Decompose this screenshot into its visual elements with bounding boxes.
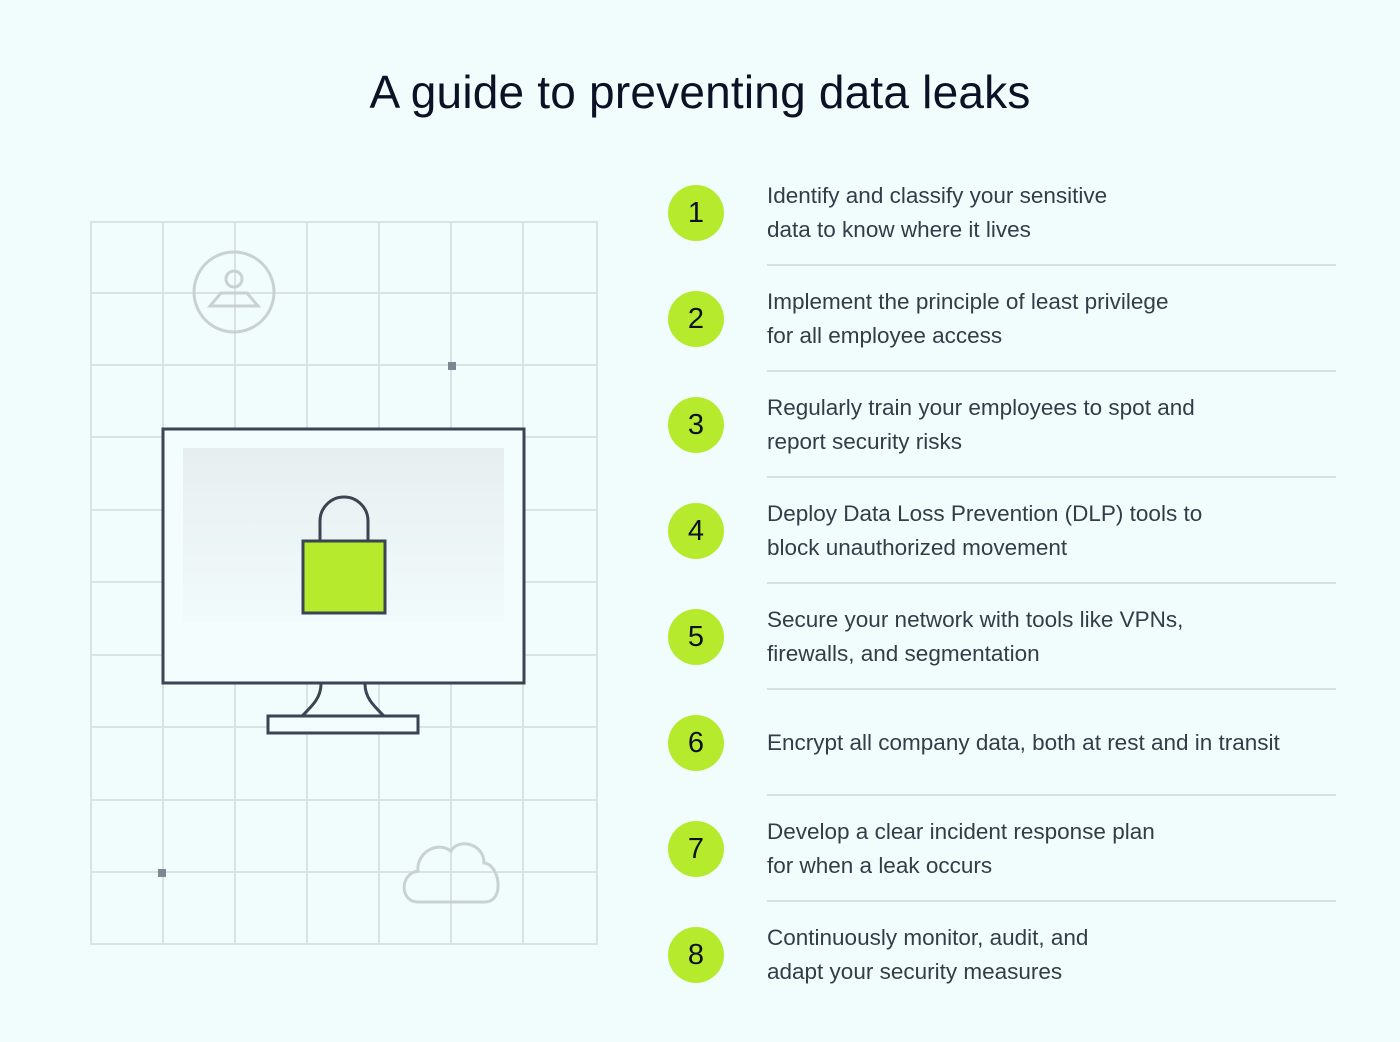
list-item: [664, 902, 1336, 1008]
steps-list: [664, 160, 1336, 1008]
step-text: Secure your network with tools like VPNs, firewalls, and segmentation: [767, 607, 1184, 666]
grid-dot: [158, 869, 166, 877]
step-text: Regularly train your employees to spot and report security risks: [767, 395, 1195, 454]
step-number-badge: 5: [668, 609, 724, 665]
step-text: Develop a clear incident response plan for when a leak occurs: [767, 819, 1155, 878]
step-text: Implement the principle of least privilege for all employee access: [767, 289, 1169, 348]
list-item: [664, 372, 1336, 478]
step-number-badge: 3: [668, 397, 724, 453]
step-text: Continuously monitor, audit, and adapt your security measures: [767, 925, 1089, 984]
list-item: [664, 266, 1336, 372]
list-item: [664, 160, 1336, 266]
step-text: Identify and classify your sensitive data to know where it lives: [767, 183, 1108, 242]
list-item: [664, 584, 1336, 690]
step-number-badge: 4: [668, 503, 724, 559]
page-title: A guide to preventing data leaks: [369, 66, 1031, 118]
step-text: Deploy Data Loss Prevention (DLP) tools to block unauthorized movement: [767, 501, 1203, 560]
step-number-badge: 1: [668, 185, 724, 241]
step-text: Encrypt all company data, both at rest and in transit: [767, 730, 1280, 755]
grid-dot: [448, 362, 456, 370]
step-number-badge: 2: [668, 291, 724, 347]
step-number-badge: 8: [668, 927, 724, 983]
list-item: [664, 690, 1336, 796]
list-item: [664, 478, 1336, 584]
step-number-badge: 7: [668, 821, 724, 877]
step-number-badge: 6: [668, 715, 724, 771]
list-item: [664, 796, 1336, 902]
